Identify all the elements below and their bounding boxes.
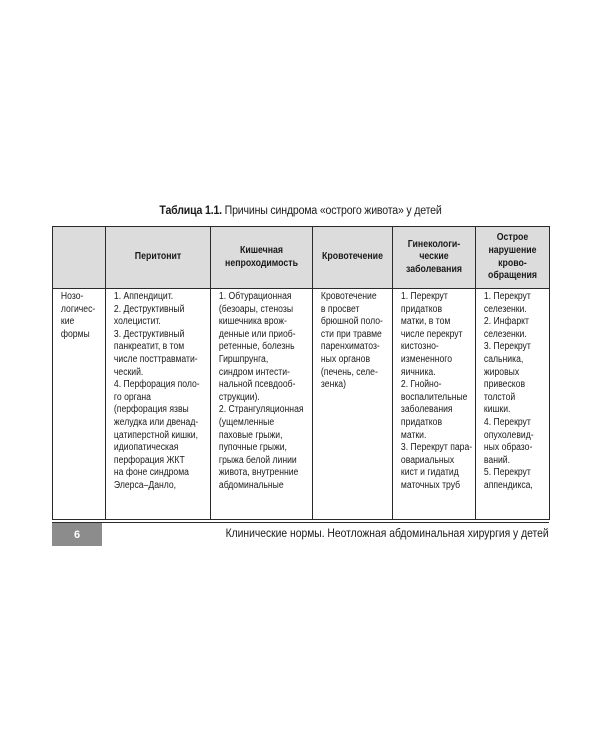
table-row <box>53 289 550 520</box>
table-caption-text: Причины синдрома «острого живота» у детей <box>221 205 442 217</box>
page-number: 6 <box>52 523 102 546</box>
header-cell-gynecology: Гинекологи- ческие заболевания <box>393 227 476 289</box>
header-cell-circulation: Острое нарушение крово- обращения <box>476 227 550 289</box>
table-caption-label: Таблица 1.1. <box>159 205 222 217</box>
causes-table <box>52 226 550 520</box>
table-cell-row-label: Нозо- логичес- кие формы <box>53 289 106 520</box>
table-cell-circulation: 1. Перекрут селезенки. 2. Инфаркт селезенки. 3. Перекрут сальника, жировых привесков толстой кишки. 4. Перекрут опухолевид- ных образо- ваний. 5. Перекрут аппендикса, <box>476 289 550 520</box>
header-cell-empty <box>53 227 106 289</box>
header-cell-bleeding: Кровотечение <box>313 227 393 289</box>
footer-rule <box>52 522 549 523</box>
running-title: Клинические нормы. Неотложная абдоминальная хирургия у детей <box>225 526 549 540</box>
table-caption <box>72 205 529 217</box>
table-header-row <box>53 227 550 289</box>
table-cell-bleeding: Кровотечение в просвет брюшной поло- сти при травме паренхиматоз- ных органов (печень, селе- зенка) <box>313 289 393 520</box>
table-cell-obstruction: 1. Обтурационная (безоары, стенозы кишечника врож- денные или приоб- ретенные, болезнь Гиршпрунга, синдром интести- нальной псевдооб- струкции). 2. Странгуляционная (ущемленные паховые грыжи, пупочные грыжи, грыжа белой линии живота, внутренние абдоминальные <box>211 289 313 520</box>
table-cell-gynecology: 1. Перекрут придатков матки, в том числе перекрут кистозно- измененного яичника. 2. Гнойно- воспалительные заболевания придатков матки. 3. Перекрут пара- овариальных кист и гидатид маточных труб <box>393 289 476 520</box>
table-cell-peritonitis: 1. Аппендицит. 2. Деструктивный холецистит. 3. Деструктивный панкреатит, в том числе посттравмати- ческий. 4. Перфорация поло- го органа (перфорация язвы желудка или двенад- цатиперстной кишки, идиопатическая перфорация ЖКТ на фоне синдрома Элерса–Данло, <box>106 289 211 520</box>
header-cell-peritonitis: Перитонит <box>106 227 211 289</box>
header-cell-obstruction: Кишечная непроходимость <box>211 227 313 289</box>
